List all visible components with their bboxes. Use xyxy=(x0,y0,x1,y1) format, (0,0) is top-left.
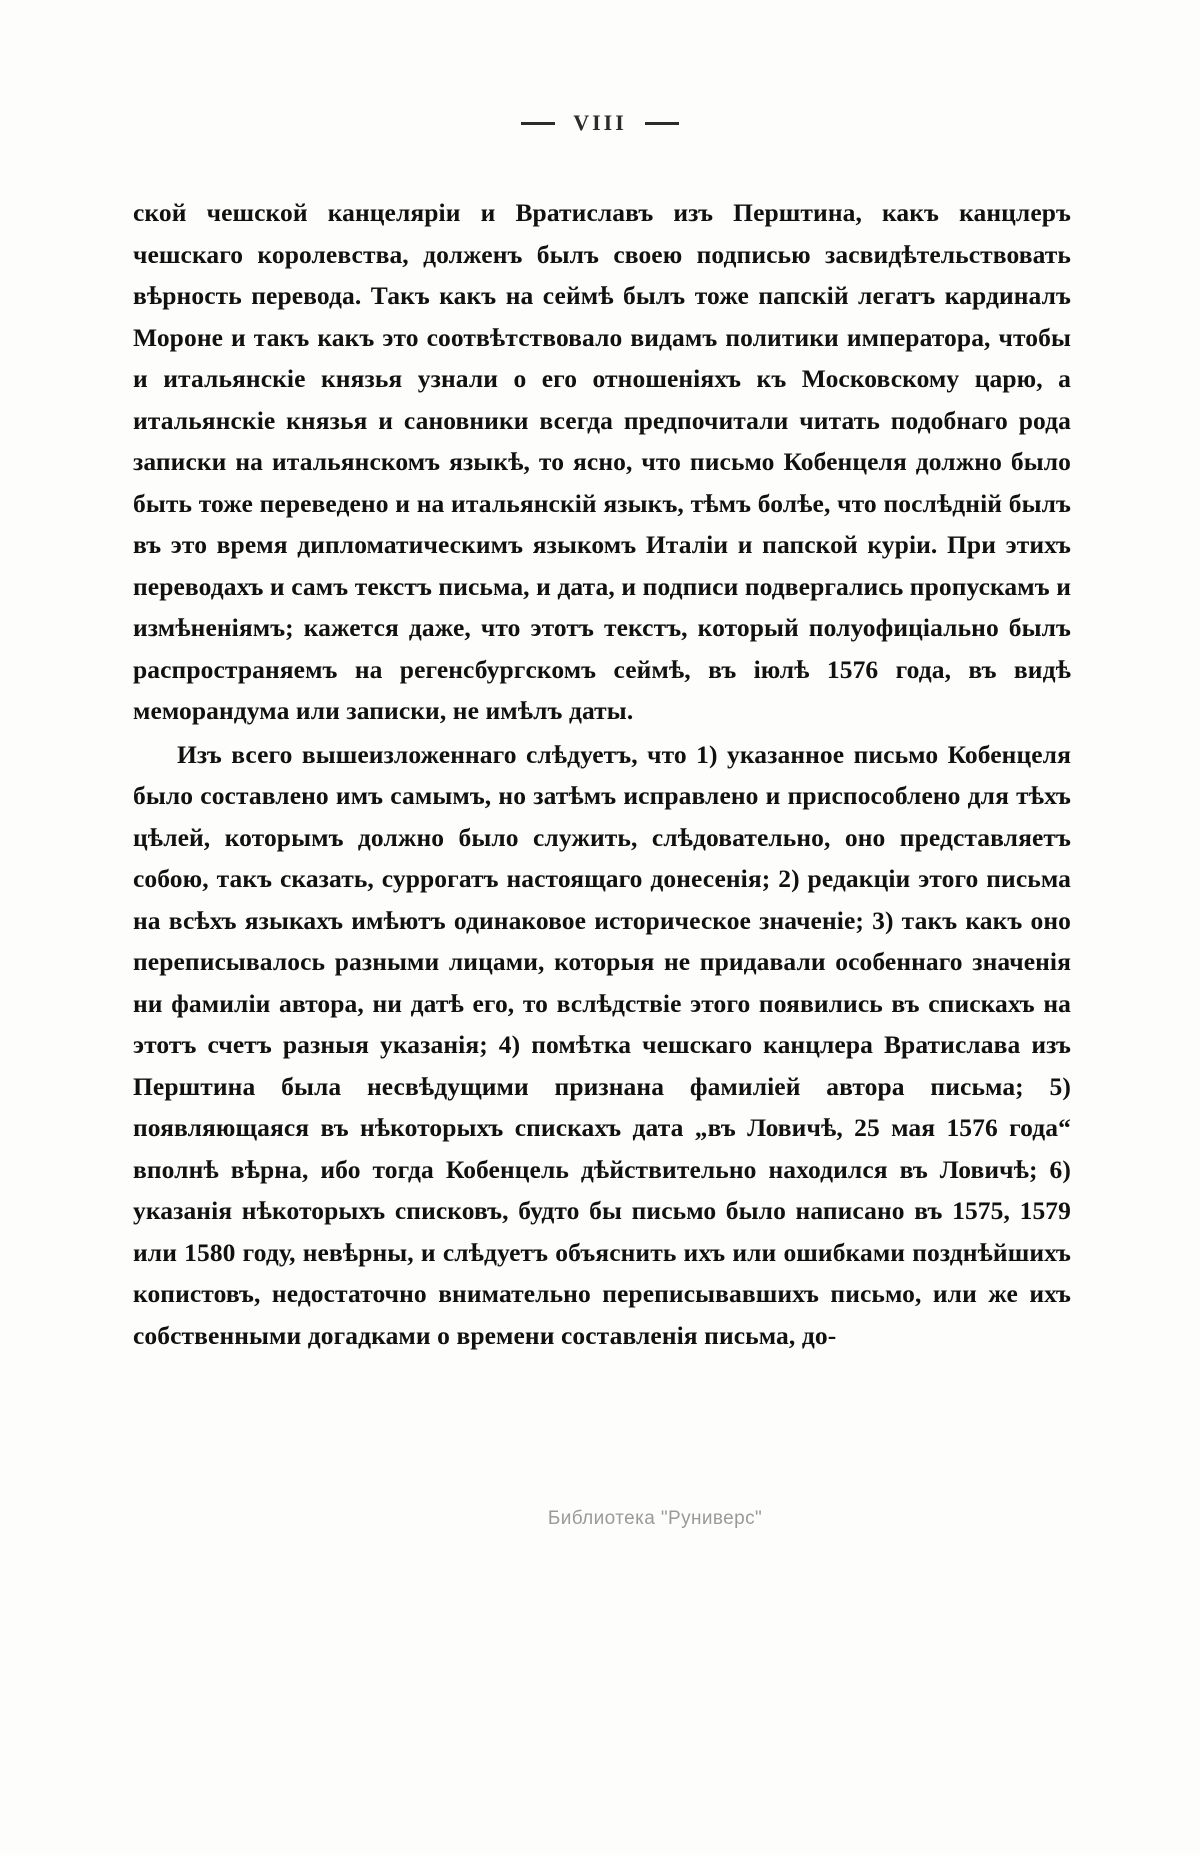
library-watermark xyxy=(0,1508,1200,1530)
page-header xyxy=(0,108,1200,136)
page-number: VIII xyxy=(573,110,627,136)
watermark-text: Библиотека "Руниверс" xyxy=(547,1508,763,1529)
paragraph-1: ской чешской канцелярiи и Вратиславъ изъ Перштина, какъ канцлеръ чешскаго королевства, долженъ былъ своею подписью засвидѣтельствовать вѣрность перевода. Такъ какъ на сеймѣ былъ тоже папскiй легатъ кардиналъ Мороне и такъ какъ это соотвѣтствовало видамъ политики императора, чтобы и итальянскiе князья узнали о его отношенiяхъ къ Московскому царю, а итальянскiе князья и сановники всегда предпочитали читать подобнаго рода записки на итальянскомъ языкѣ, то ясно, что письмо Кобенцеля должно было быть тоже переведено и на итальянскiй языкъ, тѣмъ болѣе, что послѣднiй былъ въ это время дипломатическимъ языкомъ Италiи и папской курiи. При этихъ переводахъ и самъ текстъ письма, и дата, и подписи подвергались пропускамъ и измѣненiямъ; кажется даже, что этотъ текстъ, который полуофицiально былъ распространяемъ на регенсбургскомъ сеймѣ, въ iюлѣ 1576 года, въ видѣ меморандума или записки, не имѣлъ даты. xyxy=(133,198,1071,725)
document-body xyxy=(133,192,1071,1356)
header-dash-left xyxy=(521,122,555,125)
header-dash-right xyxy=(645,122,679,125)
paragraph-2: Изъ всего вышеизложеннаго слѣдуетъ, что 1) указанное письмо Кобенцеля было составлено имъ самымъ, но затѣмъ исправлено и приспособлено для тѣхъ цѣлей, которымъ должно было служить, слѣдовательно, оно представляетъ собою, такъ сказать, суррогатъ настоящаго донесенiя; 2) редакцiи этого письма на всѣхъ языкахъ имѣютъ одинаковое историческое значенiе; 3) такъ какъ оно переписывалось разными лицами, которыя не придавали особеннаго значенiя ни фамилiи автора, ни датѣ его, то вслѣдствiе этого появились въ спискахъ на этотъ счетъ разныя указанiя; 4) помѣтка чешскаго канцлера Вратислава изъ Перштина была несвѣдущими признана фамилiей автора письма; 5) появляющаяся въ нѣкоторыхъ спискахъ дата „въ Ловичѣ, 25 мая 1576 года“ вполнѣ вѣрна, ибо тогда Кобенцель дѣйствительно находился въ Ловичѣ; 6) указанiя нѣкоторыхъ списковъ, будто бы письмо было написано въ 1575, 1579 или 1580 году, невѣрны, и слѣдуетъ объяснить ихъ или ошибками позднѣйшихъ копистовъ, недостаточно внимательно переписывавшихъ письмо, или же ихъ собственными догадками о времени составленiя письма, до- xyxy=(133,739,1071,1350)
